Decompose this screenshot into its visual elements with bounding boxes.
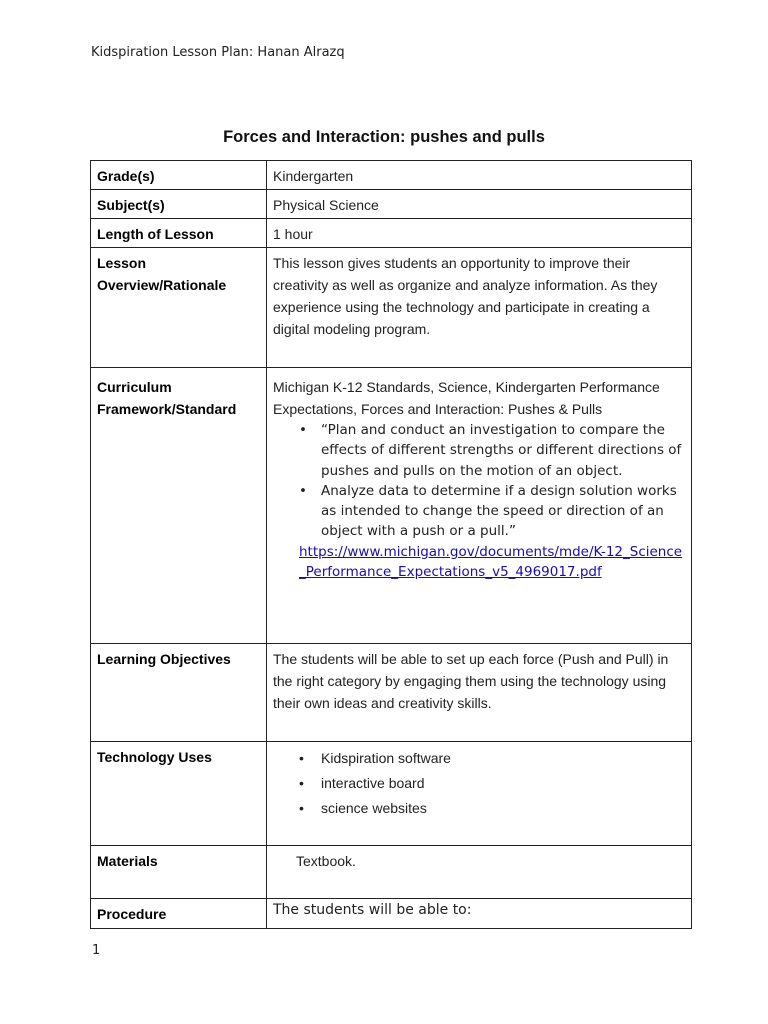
- table-row-objectives: [91, 644, 692, 742]
- table-row-procedure: [91, 899, 692, 929]
- bullet-icon: •: [299, 422, 307, 438]
- subject-label: Subject(s): [91, 190, 267, 219]
- table-row-curriculum: [91, 368, 692, 644]
- bullet-icon: •: [299, 800, 304, 816]
- list-item: [299, 771, 685, 796]
- overview-label-line2: Overview/Rationale: [97, 277, 227, 293]
- standard-text: “Plan and conduct an investigation to compare the effects of different strengths or different directions of pushes and pulls on the motion of an object.: [321, 422, 682, 479]
- length-label: Length of Lesson: [91, 219, 267, 248]
- curriculum-value: [267, 368, 692, 644]
- curriculum-intro: Michigan K-12 Standards, Science, Kindergarten Performance Expectations, Forces and Interaction: Pushes & Pulls: [273, 379, 660, 417]
- standards-link[interactable]: https://www.michigan.gov/documents/mde/K-12_Science_Performance_Expectations_v5_4969017.pdf: [299, 543, 683, 581]
- technology-value: [267, 742, 692, 846]
- materials-value: Textbook.: [267, 846, 692, 899]
- objectives-label: Learning Objectives: [91, 644, 267, 742]
- overview-value: This lesson gives students an opportunity to improve their creativity as well as organize and analyze information. As they experience using the technology and participate in creating a digital modeling program.: [267, 248, 692, 368]
- table-row-grade: [91, 161, 692, 190]
- lesson-plan-table: [90, 160, 692, 929]
- length-value: 1 hour: [267, 219, 692, 248]
- list-item: [299, 420, 685, 481]
- curriculum-label-line1: Curriculum: [97, 379, 172, 395]
- document-title: Forces and Interaction: pushes and pulls: [223, 128, 545, 146]
- table-row-overview: [91, 248, 692, 368]
- page-number: 1: [92, 943, 101, 958]
- list-item: [299, 796, 685, 821]
- technology-item: Kidspiration software: [321, 750, 451, 766]
- standards-list: [273, 420, 685, 542]
- procedure-label: Procedure: [91, 899, 267, 929]
- table-row-length: [91, 219, 692, 248]
- table-row-subject: [91, 190, 692, 219]
- list-item: [299, 746, 685, 771]
- list-item: [299, 481, 685, 542]
- technology-list: [273, 746, 685, 821]
- materials-label: Materials: [91, 846, 267, 899]
- grade-value: Kindergarten: [267, 161, 692, 190]
- bullet-icon: •: [299, 775, 304, 791]
- overview-label: [91, 248, 267, 368]
- table-row-materials: [91, 846, 692, 899]
- curriculum-label: [91, 368, 267, 644]
- bullet-icon: •: [299, 750, 304, 766]
- subject-value: Physical Science: [267, 190, 692, 219]
- table-row-technology: [91, 742, 692, 846]
- technology-item: science websites: [321, 800, 427, 816]
- objectives-value: The students will be able to set up each force (Push and Pull) in the right category by engaging them using the technology using their own ideas and creativity skills.: [267, 644, 692, 742]
- technology-item: interactive board: [321, 775, 425, 791]
- standard-text: Analyze data to determine if a design solution works as intended to change the speed or direction of an object with a push or a pull.”: [321, 482, 677, 540]
- page-header: Kidspiration Lesson Plan: Hanan Alrazq: [91, 45, 345, 60]
- technology-label: Technology Uses: [91, 742, 267, 846]
- curriculum-label-line2: Framework/Standard: [97, 401, 237, 417]
- grade-label: Grade(s): [91, 161, 267, 190]
- bullet-icon: •: [299, 482, 307, 499]
- overview-label-line1: Lesson: [97, 255, 147, 271]
- procedure-value: The students will be able to:: [267, 899, 692, 929]
